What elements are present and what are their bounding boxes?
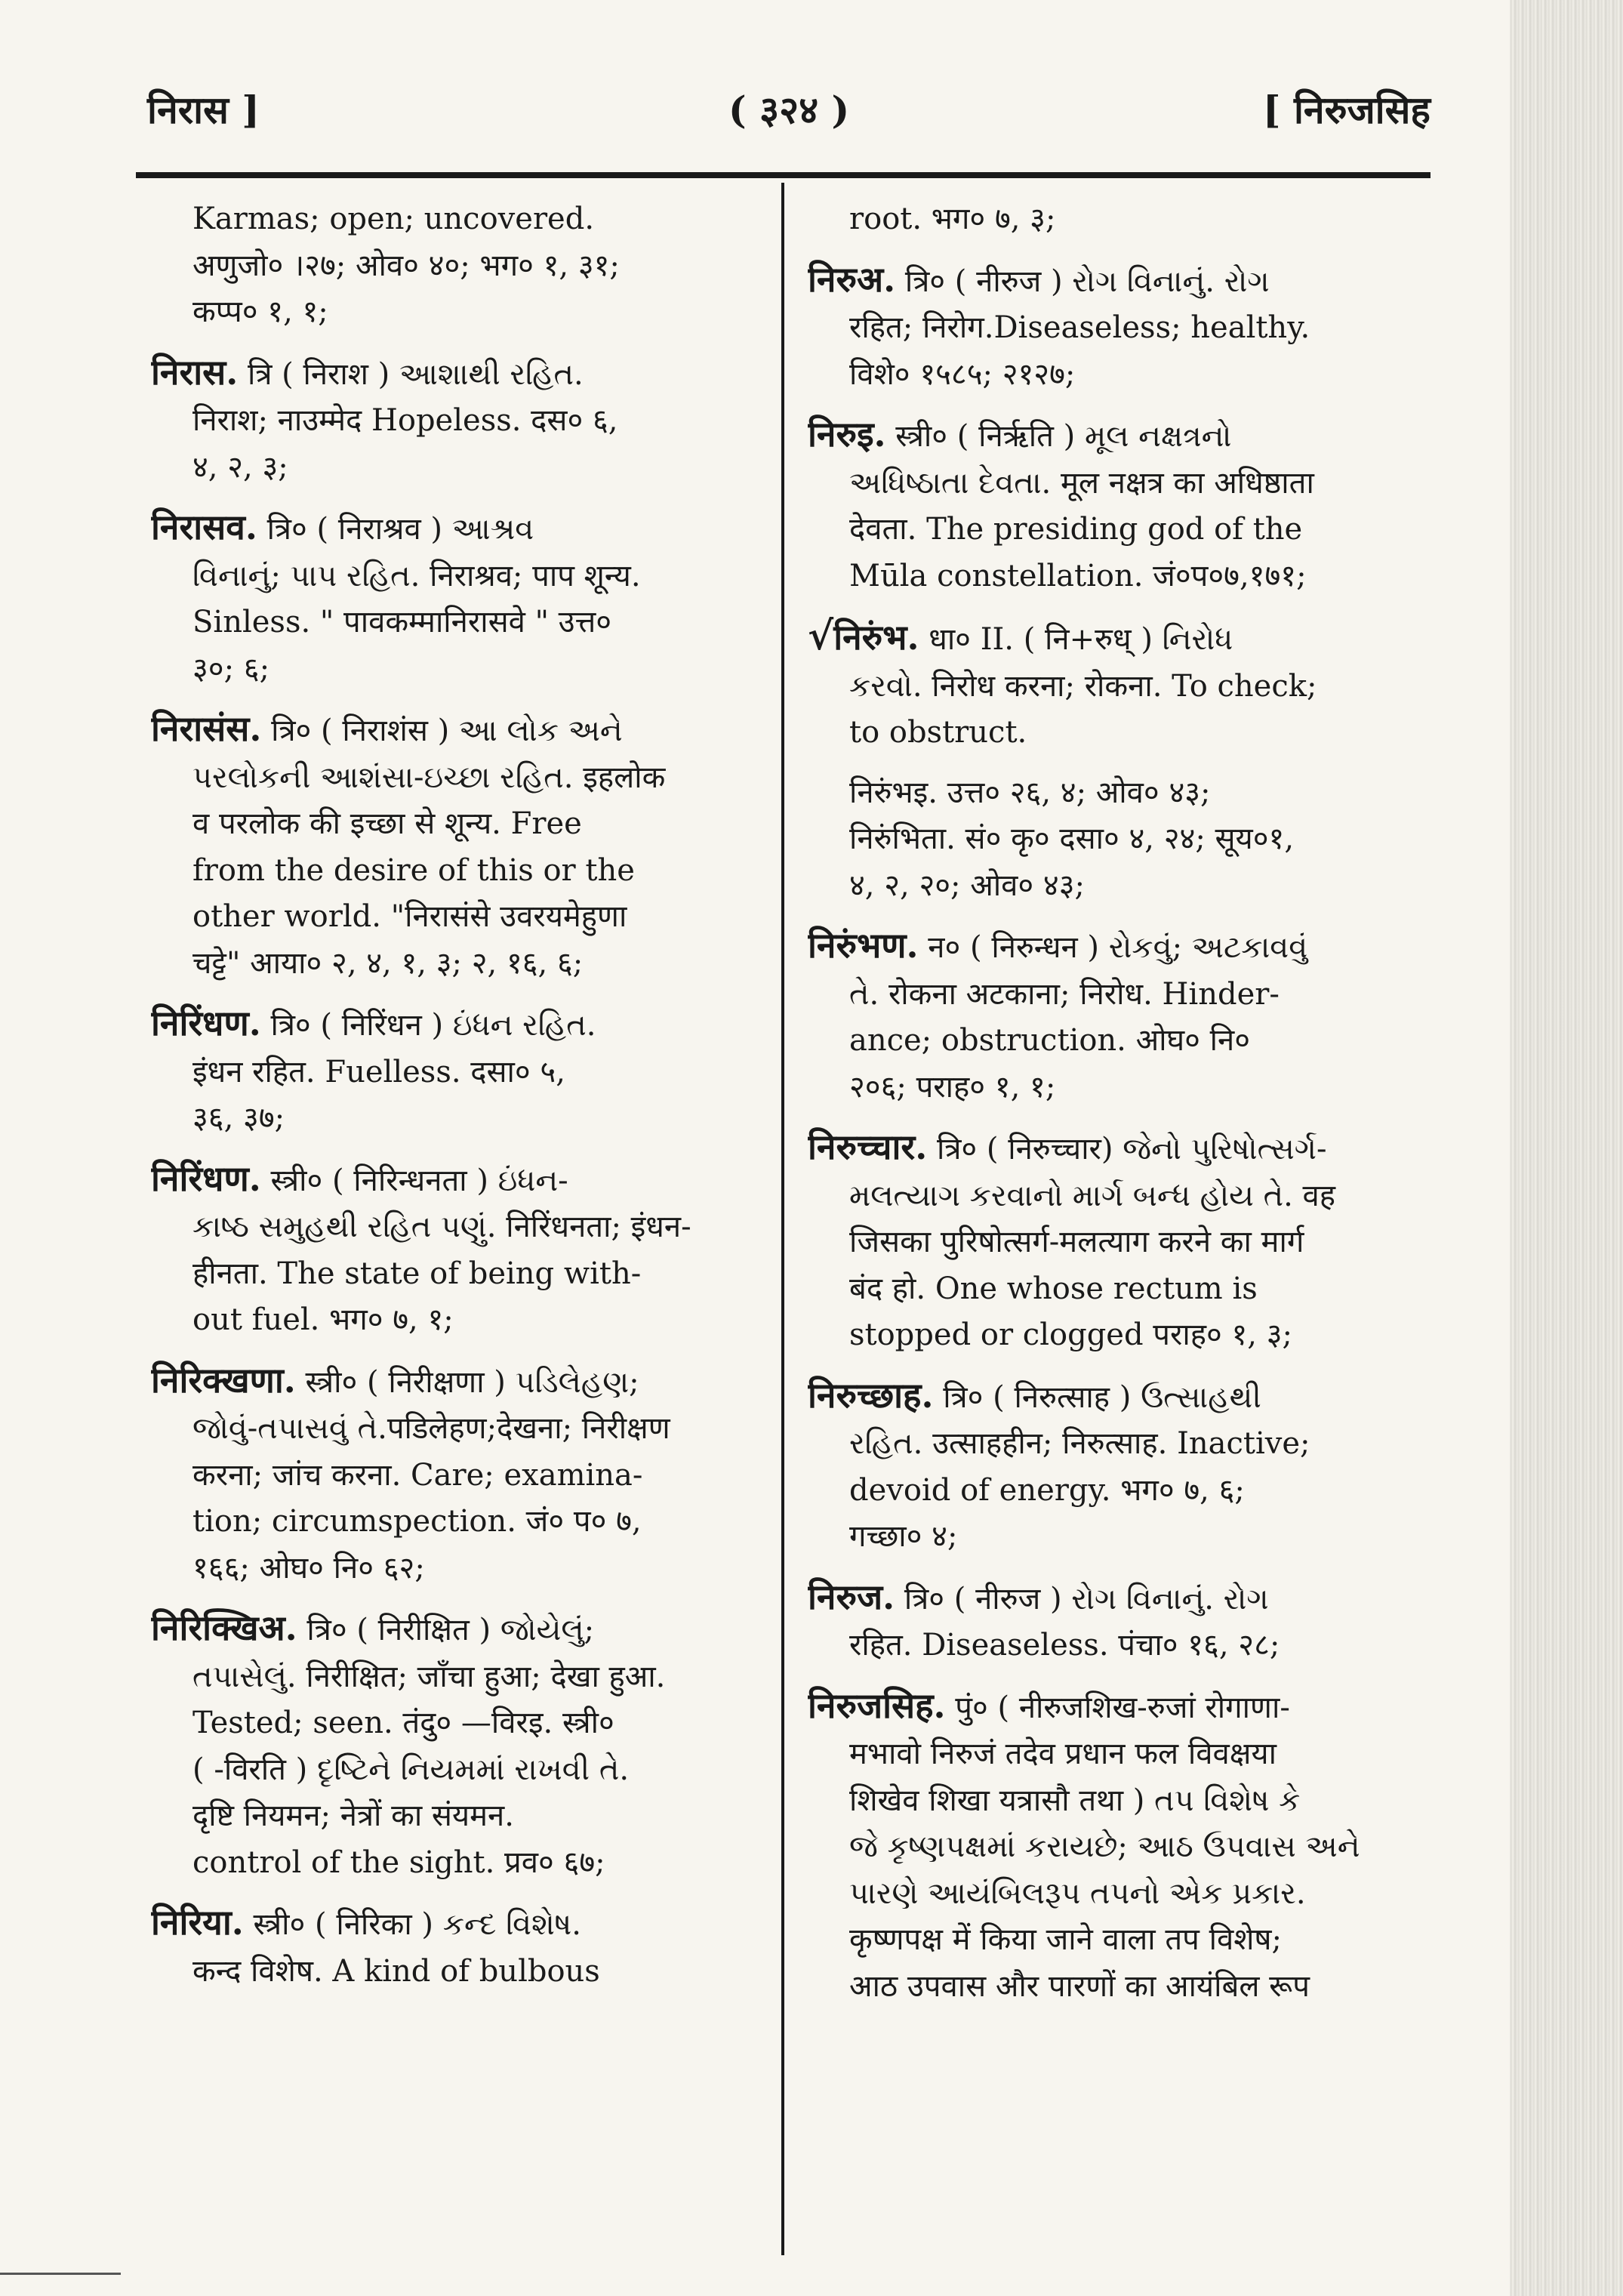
dictionary-entry	[151, 1156, 762, 1344]
entry-line	[808, 1373, 1419, 1422]
entry-line: ४, २, ३;	[192, 449, 288, 485]
entry-headword: निरुअ.	[808, 258, 896, 300]
entry-line	[151, 1605, 762, 1654]
entry-line: ४, २, २०; ओव० ४३;	[849, 868, 1086, 903]
dictionary-entry	[808, 1124, 1419, 1359]
footer-mark	[0, 2273, 121, 2275]
entry-line: गच्छा० ४;	[849, 1519, 958, 1554]
dictionary-entry	[808, 411, 1419, 599]
entry-line: કરવો. निरोध करना; रोकना. To check;	[849, 668, 1317, 704]
entry-definition: त्रि० ( निरिंधन ) ઇંધન રહિત.	[260, 1008, 596, 1043]
entry-line	[151, 350, 762, 399]
entry-line	[808, 1683, 1419, 1732]
entry-headword: निरिया.	[151, 1902, 244, 1943]
dictionary-entry	[808, 257, 1419, 399]
entry-line: તપાસેલું. निरीक्षित; जाँचा हुआ; देखा हुआ.	[192, 1659, 666, 1694]
dictionary-entry	[808, 1373, 1419, 1561]
right-column	[808, 196, 1419, 2023]
page-edge-shading	[1510, 0, 1623, 2296]
entry-line: अणुजो० ।२७; ओव० ४०; भग० १, ३१;	[192, 248, 620, 283]
entry-headword: निरिक्खिअ.	[151, 1607, 297, 1648]
entry-line: પરલોકની આશંસા-ઇચ્છા રહિત. इहलोक	[192, 760, 666, 795]
dictionary-entry	[808, 770, 1419, 910]
entry-line: बंद हो. One whose rectum is	[849, 1271, 1258, 1306]
entry-line: शिखेव शिखा यत्रासौ तथा ) તપ વિશેષ કે	[849, 1783, 1301, 1818]
entry-headword: निरुच्छाह.	[808, 1374, 934, 1416]
entry-line: आठ उपवास और पारणों का आयंबिल रूप	[849, 1968, 1310, 2004]
header-rule	[136, 172, 1431, 178]
entry-definition: त्रि० ( निरीक्षित ) જોયેલું;	[297, 1613, 595, 1647]
entry-definition: स्त्री० ( निरिका ) કન્દ વિશેષ.	[243, 1907, 581, 1942]
dictionary-entry	[151, 1000, 762, 1142]
entry-headword: निरुइ.	[808, 414, 886, 455]
entry-definition: पुं० ( नीरुजशिख-रुजां रोगाणा-	[945, 1690, 1290, 1725]
entry-line	[808, 613, 1419, 664]
entry-definition: त्रि० ( निराश्रव ) આશ્રવ	[257, 512, 534, 547]
entry-headword: निरिक्खणा.	[151, 1359, 296, 1401]
entry-definition: न० ( निरुन्धन ) રોકવું; અટકાવવું	[918, 930, 1308, 965]
entry-line	[151, 504, 762, 553]
entry-line	[151, 1900, 762, 1949]
entry-headword: निरास.	[151, 351, 239, 393]
dictionary-entry	[151, 504, 762, 692]
header-left-guideword: निरास ]	[147, 88, 260, 132]
entry-definition: त्रि० ( नीरुज ) રોગ વિનાનું. રોગ	[895, 264, 1270, 299]
entry-headword: निरुजसिह.	[808, 1684, 946, 1726]
left-column	[151, 196, 762, 2008]
entry-line: चट्टे" आया० २, ४, १, ३; २, १६, ६;	[192, 945, 584, 981]
entry-line: दृष्टि नियमन; नेत्रों का संयमन.	[192, 1798, 514, 1833]
entry-line: इंधन रहित. Fuelless. दसा० ५,	[192, 1054, 565, 1089]
entry-line: કાષ્ઠ સમુહથી રહિત પણું. निरिंधनता; इंधन-	[192, 1210, 691, 1244]
entry-line: other world. "निरासंसे उवरयमेहुणा	[192, 899, 627, 934]
dictionary-entry	[808, 196, 1419, 243]
entry-line: from the desire of this or the	[192, 852, 635, 888]
dictionary-entry	[808, 923, 1419, 1111]
entry-line: रहित; निरोग.Diseaseless; healthy.	[849, 310, 1310, 345]
entry-line: निराश; नाउम्मेद Hopeless. दस० ६,	[192, 403, 618, 438]
entry-line: विशे० १५८५; २१२७;	[849, 356, 1076, 392]
dictionary-entry	[151, 1358, 762, 1592]
entry-line: stopped or clogged पराह० १, ३;	[849, 1318, 1292, 1352]
entry-headword: निरुज.	[808, 1576, 895, 1617]
entry-line: રહિત. उत्साहहीन; निरुत्साह. Inactive;	[849, 1426, 1310, 1461]
entry-line	[151, 706, 762, 755]
entry-line: વિનાનું; પાપ રહિત. निराश्रव; पाप शून्य.	[192, 558, 641, 593]
page-number: ( ३२४ )	[728, 88, 850, 132]
entry-line: જોવું-તપાસવું તે.पडिलेहण;देखना; निरीक्षण	[192, 1411, 670, 1446]
entry-headword: निरुंभ.	[833, 617, 919, 658]
entry-line: कन्द विशेष. A kind of bulbous	[192, 1953, 600, 1989]
entry-line: करना; जांच करना. Care; examina-	[192, 1457, 643, 1493]
entry-definition: त्रि० ( नीरुज ) રોગ વિનાનું. રોગ	[895, 1581, 1269, 1616]
dictionary-entry	[808, 613, 1419, 757]
entry-line: ३६, ३७;	[192, 1101, 285, 1136]
entry-line: Sinless. " पावकम्मानिरासवे " उत्त०	[192, 605, 612, 639]
entry-line	[808, 923, 1419, 972]
entry-line: તે. रोकना अटकाना; निरोध. Hinder-	[849, 976, 1280, 1012]
entry-line: ance; obstruction. ओघ० नि०	[849, 1023, 1251, 1058]
dictionary-entry	[151, 350, 762, 492]
entry-definition: धा० II. ( नि+रुध् ) નિરોધ	[919, 622, 1233, 657]
entry-line	[808, 411, 1419, 461]
entry-headword: निरासव.	[151, 507, 257, 547]
entry-line: रहित. Diseaseless. पंचा० १६, २८;	[849, 1628, 1280, 1663]
entry-line: control of the sight. प्रव० ६७;	[192, 1845, 605, 1880]
dictionary-entry	[151, 196, 762, 336]
entry-line: १६६; ओघ० नि० ६२;	[192, 1550, 425, 1586]
dictionary-entry	[151, 706, 762, 987]
entry-line: निरुंभिता. सं० कृ० दसा० ४, २४; सूय०१,	[849, 821, 1295, 856]
entry-line: देवता. The presiding god of the	[849, 512, 1303, 547]
entry-line: જે કૃષ્ણપક્ષમાં કરાયછે; આઠ ઉપવાસ અને	[849, 1829, 1360, 1864]
entry-definition: त्रि ( निराश ) આશાથી રહિત.	[238, 356, 584, 392]
entry-definition: त्रि० ( निराशंस ) આ લોક અને	[261, 713, 623, 748]
entry-line: हीनता. The state of being with-	[192, 1256, 642, 1291]
entry-line: out fuel. भग० ७, १;	[192, 1302, 454, 1337]
dictionary-entry	[808, 1683, 1419, 2011]
entry-line: कृष्णपक्ष में किया जाने वाला तप विशेष;	[849, 1922, 1283, 1957]
entry-definition: स्त्री० ( निर्ऋति ) મૂલ નક્ષત્રનો	[885, 419, 1232, 454]
entry-line	[808, 1124, 1419, 1173]
entry-line	[151, 1358, 762, 1407]
dictionary-entry	[151, 1605, 762, 1886]
entry-definition: त्रि० ( निरुच्चार) જેનો પુરિષોત્સર્ગ-	[927, 1132, 1327, 1166]
entry-line	[151, 1156, 762, 1205]
entry-headword: निरिंधण.	[151, 1157, 261, 1199]
page-header	[132, 68, 1431, 136]
entry-line: निरुंभइ. उत्त० २६, ४; ओव० ४३;	[849, 775, 1211, 810]
entry-line: પારણે આયંબિલરૂપ તપનો એક પ્રકાર.	[849, 1875, 1306, 1911]
entry-headword: निरिंधण.	[151, 1003, 261, 1043]
entry-line: ( -विरति ) દૃષ્ટિને નિયમમાં રાખવી તે.	[192, 1752, 630, 1787]
check-mark: √	[808, 613, 834, 659]
entry-headword: निरुंभण.	[808, 925, 919, 966]
entry-line: to obstruct.	[849, 715, 1027, 750]
entry-headword: निरासंस.	[151, 708, 262, 749]
entry-line	[808, 1574, 1419, 1623]
entry-line: Karmas; open; uncovered.	[192, 202, 595, 236]
header-right-guideword: [ निरुजसिह	[1262, 88, 1431, 132]
entry-line: Tested; seen. तंदु० —विरइ. स्त्री०	[192, 1706, 614, 1740]
dictionary-entry	[151, 1900, 762, 1995]
entry-line: मभावो निरुजं तदेव प्रधान फल विवक्षया	[849, 1737, 1277, 1771]
entry-line: Mūla constellation. जं०प०७,१७१;	[849, 558, 1307, 593]
entry-line: व परलोक की इच्छा से शून्य. Free	[192, 806, 582, 841]
entry-definition: स्त्री० ( निरीक्षणा ) પડિલેહણ;	[295, 1364, 639, 1400]
entry-line: અધિષ્ઠાતા દેવતા. मूल नक्षत्र का अधिष्ठाता	[849, 465, 1314, 501]
entry-line: root. भग० ७, ३;	[849, 202, 1056, 236]
entry-line: મલત્યાગ કરવાનો માર્ગ બન્ધ હોય તે. वह	[849, 1178, 1336, 1213]
column-divider	[781, 183, 784, 2255]
entry-headword: निरुच्चार.	[808, 1126, 928, 1167]
entry-line	[808, 257, 1419, 306]
entry-line: tion; circumspection. जं० प० ७,	[192, 1504, 642, 1539]
entry-definition: त्रि० ( निरुत्साह ) ઉત્સાહથી	[933, 1379, 1261, 1415]
entry-line: २०६; पराह० १, १;	[849, 1069, 1056, 1105]
entry-definition: स्त्री० ( निरिन्धनता ) ઇંધન-	[260, 1163, 568, 1198]
entry-line: devoid of energy. भग० ७, ६;	[849, 1472, 1245, 1508]
entry-line: ३०; ६;	[192, 651, 270, 686]
entry-line: जिसका पुरिषोत्सर्ग-मलत्याग करने का मार्ग	[849, 1225, 1304, 1259]
entry-line	[151, 1000, 762, 1049]
dictionary-entry	[808, 1574, 1419, 1669]
entry-line: कप्प० १, १;	[192, 294, 328, 329]
